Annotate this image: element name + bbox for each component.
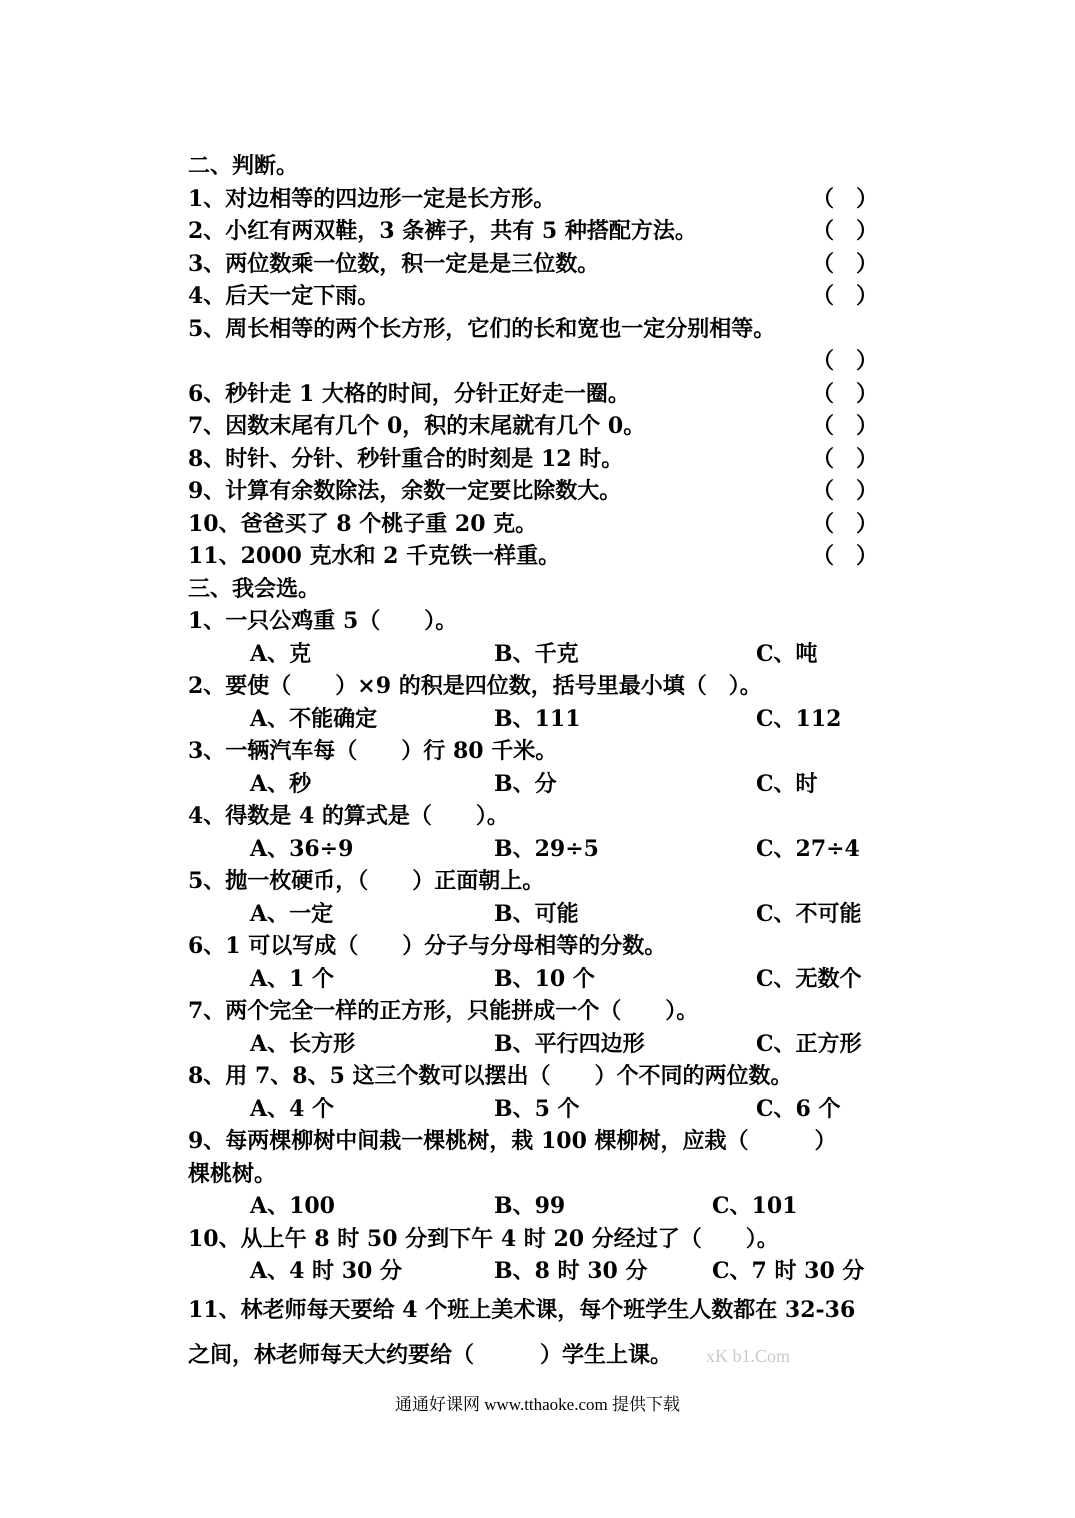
answer-parens: （ ）: [812, 478, 878, 504]
option-b: B、10 个: [494, 965, 595, 992]
judge-item-text: 9、计算有余数除法，余数一定要比除数大。: [188, 478, 622, 504]
judge-item: [188, 508, 908, 541]
footer-credit: 通通好课网 www.tthaoke.com 提供下载: [394, 1395, 681, 1414]
judge-item-text: 5、周长相等的两个长方形，它们的长和宽也一定分别相等。: [188, 315, 776, 342]
choice-options: [188, 1093, 908, 1126]
choice-question: 1、一只公鸡重 5（ ）。: [188, 608, 458, 634]
answer-parens: （ ）: [812, 445, 878, 472]
option-b: B、5 个: [494, 1095, 580, 1122]
option-a: A、100: [250, 1193, 335, 1219]
choice-question-continued: [188, 1332, 908, 1378]
watermark-text: xK b1.Com: [706, 1345, 791, 1366]
option-a: A、4 个: [250, 1095, 335, 1122]
choice-options: [188, 1255, 908, 1288]
judge-item: [188, 183, 908, 216]
option-c: C、吨: [756, 640, 818, 667]
choice-question: 11、林老师每天要给 4 个班上美术课，每个班学生人数都在 32-36: [188, 1296, 856, 1323]
answer-parens: （ ）: [812, 380, 878, 407]
answer-parens: （ ）: [812, 218, 878, 244]
judge-item: [188, 540, 908, 573]
judge-item-text: 1、对边相等的四边形一定是长方形。: [188, 185, 556, 212]
judge-item: [188, 475, 908, 508]
choice-options: [188, 833, 908, 866]
option-c: C、不可能: [756, 900, 862, 927]
answer-parens: （ ）: [812, 413, 878, 439]
option-b: B、可能: [494, 900, 579, 927]
choice-options: [188, 1028, 908, 1061]
choice-options: [188, 963, 908, 996]
section-heading-choose: 三、我会选。: [188, 575, 321, 602]
judge-item: [188, 215, 908, 248]
choice-question: 2、要使（ ）×9 的积是四位数，括号里最小填（ ）。: [188, 673, 762, 699]
option-a: A、不能确定: [250, 705, 378, 732]
choice-question: 4、得数是 4 的算式是（ ）。: [188, 803, 509, 829]
choice-options: [188, 703, 908, 736]
option-c: C、7 时 30 分: [712, 1258, 865, 1284]
option-a: A、一定: [250, 900, 334, 927]
judge-item-text: 10、爸爸买了 8 个桃子重 20 克。: [188, 510, 538, 537]
option-b: B、平行四边形: [494, 1030, 645, 1057]
choice-options: [188, 898, 908, 931]
judge-item-text: 4、后天一定下雨。: [188, 283, 380, 309]
option-a: A、36÷9: [250, 835, 354, 862]
judge-item: [188, 378, 908, 411]
judge-item-text: 7、因数末尾有几个 0，积的末尾就有几个 0。: [188, 413, 646, 439]
option-c: C、无数个: [756, 965, 862, 992]
choice-question: 5、抛一枚硬币，（ ）正面朝上。: [188, 868, 545, 894]
choice-question: 8、用 7、8、5 这三个数可以摆出（ ）个不同的两位数。: [188, 1063, 793, 1089]
choice-question: 10、从上午 8 时 50 分到下午 4 时 20 分经过了（ ）。: [188, 1225, 779, 1252]
judge-item-text: 8、时针、分针、秒针重合的时刻是 12 时。: [188, 445, 624, 472]
judge-item-text: 3、两位数乘一位数，积一定是是三位数。: [188, 250, 600, 277]
option-b: B、29÷5: [494, 835, 599, 862]
answer-parens: （ ）: [812, 510, 878, 537]
choice-question-continued: 棵桃树。: [188, 1160, 277, 1187]
worksheet-content: [188, 150, 908, 1378]
answer-parens: （ ）: [812, 185, 878, 212]
option-b: B、111: [494, 705, 581, 732]
judge-item: [188, 313, 908, 346]
option-a: A、克: [250, 640, 312, 667]
judge-item: [188, 248, 908, 281]
choice-question: 9、每两棵柳树中间栽一棵桃树，栽 100 棵柳树，应栽（ ）: [188, 1128, 837, 1154]
section-heading-judge: 二、判断。: [188, 153, 299, 179]
judge-item-text: 11、2000 克水和 2 千克铁一样重。: [188, 543, 561, 569]
judge-item: [188, 410, 908, 443]
choice-question-text: 之间，林老师每天大约要给（ ）学生上课。: [188, 1341, 673, 1368]
option-a: A、1 个: [250, 965, 335, 992]
choice-question: 6、1 可以写成（ ）分子与分母相等的分数。: [188, 933, 667, 959]
option-a: A、长方形: [250, 1030, 356, 1057]
option-b: B、99: [494, 1193, 566, 1219]
judge-item-text: 6、秒针走 1 大格的时间，分针正好走一圈。: [188, 380, 630, 407]
option-c: C、正方形: [756, 1030, 862, 1057]
choice-options: [188, 638, 908, 671]
choice-question: 3、一辆汽车每（ ）行 80 千米。: [188, 738, 558, 764]
option-c: C、101: [712, 1193, 798, 1219]
option-a: A、4 时 30 分: [250, 1258, 402, 1284]
answer-parens: （ ）: [812, 250, 878, 277]
judge-item: [188, 280, 908, 313]
option-c: C、27÷4: [756, 835, 860, 862]
answer-parens: （ ）: [812, 543, 878, 569]
answer-parens: （ ）: [812, 348, 878, 374]
choice-question: 7、两个完全一样的正方形，只能拼成一个（ ）。: [188, 998, 699, 1024]
choice-options: [188, 1190, 908, 1223]
option-c: C、6 个: [756, 1095, 841, 1122]
option-b: B、分: [494, 770, 557, 797]
option-c: C、时: [756, 770, 818, 797]
answer-parens: （ ）: [812, 283, 878, 309]
option-c: C、112: [756, 705, 842, 732]
judge-item-text: 2、小红有两双鞋，3 条裤子，共有 5 种搭配方法。: [188, 218, 697, 244]
option-b: B、8 时 30 分: [494, 1258, 648, 1284]
judge-item: [188, 443, 908, 476]
choice-options: [188, 768, 908, 801]
option-b: B、千克: [494, 640, 579, 667]
judge-item-parens-row: [188, 345, 908, 378]
option-a: A、秒: [250, 770, 312, 797]
